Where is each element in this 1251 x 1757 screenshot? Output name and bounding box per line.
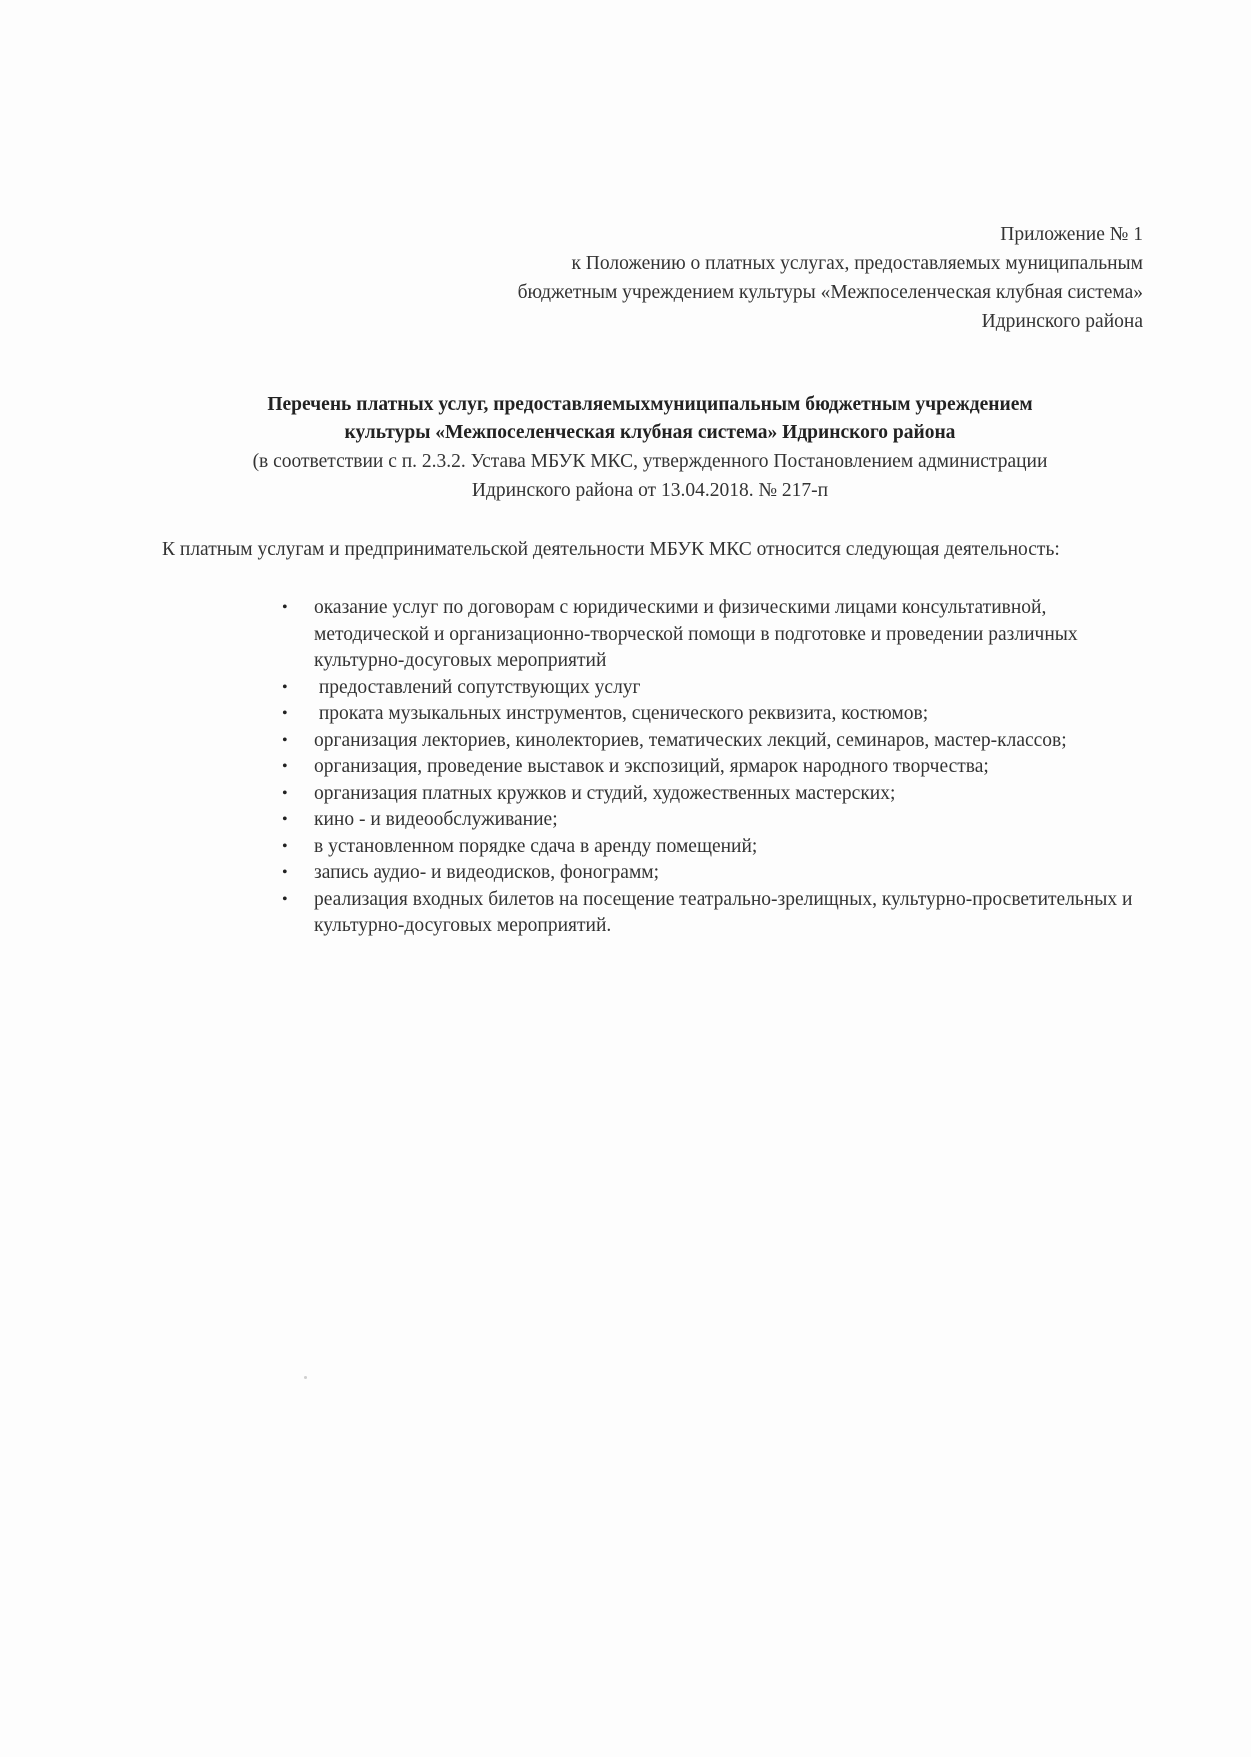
service-text: организация платных кружков и студий, художественных мастерских;	[314, 782, 896, 804]
list-item	[282, 754, 1152, 781]
bullet-icon: •	[282, 784, 288, 802]
scan-speck	[304, 1376, 307, 1379]
service-text: оказание услуг по договорам с юридическими и физическими лицами консультативной, методической и организационно-творческой помощи в подготовке и проведении различных культурно-досуговых мероприятий	[314, 597, 1078, 671]
appendix-reference-line-3: Идринского района	[981, 311, 1143, 332]
appendix-number: Приложение № 1	[1000, 224, 1143, 245]
document-subtitle-line-2: Идринского района от 13.04.2018. № 217-п	[471, 480, 829, 501]
service-text: реализация входных билетов на посещение театрально-зрелищных, культурно-просветительных и культурно-досуговых мероприятий.	[314, 888, 1133, 936]
service-text: запись аудио- и видеодисков, фонограмм;	[314, 862, 660, 883]
service-text: в установленном порядке сдача в аренду помещений;	[314, 835, 758, 857]
service-text: проката музыкальных инструментов, сценического реквизита, костюмов;	[314, 703, 929, 724]
list-item	[282, 807, 1152, 834]
list-item	[282, 834, 1152, 861]
bullet-icon: •	[282, 890, 288, 908]
appendix-reference-line-1: к Положению о платных услугах, предоставляемых муниципальным	[571, 253, 1143, 274]
intro-paragraph: К платным услугам и предпринимательской деятельности МБУК МКС относится следующая деятельность:	[162, 539, 1060, 560]
document-title-block	[150, 391, 1150, 505]
document-title-line-1: Перечень платных услуг, предоставляемыхмуниципальным бюджетным учреждением	[267, 394, 1033, 415]
document-subtitle-line-1: (в соответствии с п. 2.3.2. Устава МБУК МКС, утвержденного Постановлением администрации	[252, 451, 1048, 472]
bullet-icon: •	[282, 731, 288, 749]
services-list	[282, 595, 1152, 940]
list-item	[282, 887, 1152, 940]
list-item	[282, 781, 1152, 808]
bullet-icon: •	[282, 837, 288, 855]
bullet-icon: •	[282, 678, 288, 696]
service-text: организация лекториев, кинолекториев, тематических лекций, семинаров, мастер-классов;	[314, 729, 1067, 751]
service-text: предоставлений сопутствующих услуг	[314, 676, 641, 698]
appendix-reference-line-2: бюджетным учреждением культуры «Межпоселенческая клубная система»	[517, 282, 1143, 303]
bullet-icon: •	[282, 758, 288, 775]
appendix-header	[243, 220, 1143, 336]
list-item	[282, 701, 1152, 728]
list-item	[282, 728, 1152, 755]
bullet-icon: •	[282, 705, 288, 722]
bullet-icon: •	[282, 599, 288, 616]
document-title-line-2: культуры «Межпоселенческая клубная система» Идринского района	[344, 422, 956, 443]
list-item	[282, 675, 1152, 702]
bullet-icon: •	[282, 864, 288, 881]
bullet-icon: •	[282, 811, 288, 828]
list-item	[282, 595, 1152, 675]
service-text: организация, проведение выставок и экспозиций, ярмарок народного творчества;	[314, 756, 989, 777]
list-item	[282, 860, 1152, 887]
service-text: кино - и видеообслуживание;	[314, 809, 558, 830]
